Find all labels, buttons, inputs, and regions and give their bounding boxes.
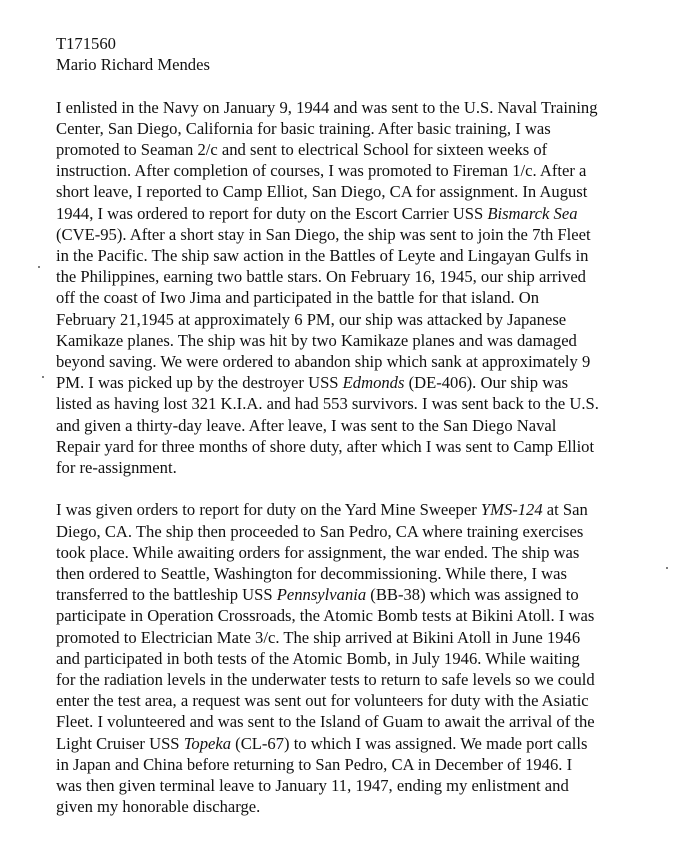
text-segment: and participated in both tests of the Atomic Bomb, in July 1946. While waiting (56, 648, 580, 668)
italic-ship-name: Bismarck Sea (487, 203, 578, 223)
author-name: Mario Richard Mendes (56, 55, 210, 75)
text-line (56, 669, 666, 690)
paragraph (56, 499, 666, 817)
italic-ship-name: Topeka (183, 733, 232, 753)
document-id: T171560 (56, 34, 116, 53)
text-segment: was then given terminal leave to January 11, 1947, ending my enlistment and (56, 776, 569, 796)
paragraph (56, 97, 666, 479)
text-line (56, 796, 666, 817)
text-segment: the Philippines, earning two battle stars. On February 16, 1945, our ship arrived (56, 267, 586, 287)
text-line (56, 118, 666, 139)
text-line (56, 97, 666, 118)
text-segment: (DE-406). Our ship was (404, 373, 569, 393)
scan-speck (38, 266, 40, 268)
italic-ship-name: Pennsylvania (276, 585, 367, 605)
text-line (56, 436, 666, 457)
text-line (56, 309, 666, 330)
text-segment: Light Cruiser USS (56, 733, 184, 753)
text-segment: (BB-38) which was assigned to (366, 585, 579, 605)
text-line (56, 457, 666, 478)
text-segment: off the coast of Iwo Jima and participated in the battle for that island. On (56, 288, 540, 308)
text-line (56, 181, 666, 202)
text-line (56, 733, 666, 754)
document-page (56, 33, 666, 817)
text-segment: participate in Operation Crossroads, the Atomic Bomb tests at Bikini Atoll. I was (56, 606, 595, 626)
text-segment: I enlisted in the Navy on January 9, 1944 and was sent to the U.S. Naval Training (56, 97, 598, 117)
text-segment: promoted to Seaman 2/c and sent to electrical School for sixteen weeks of (56, 140, 548, 159)
text-segment: short leave, I reported to Camp Elliot, San Diego, CA for assignment. In August (56, 182, 588, 202)
text-segment: I was given orders to report for duty on the Yard Mine Sweeper (56, 500, 481, 520)
text-segment: February 21,1945 at approximately 6 PM, our ship was attacked by Japanese (56, 309, 567, 329)
text-segment: transferred to the battleship USS (56, 585, 277, 605)
text-segment: (CVE-95). After a short stay in San Diego, the ship was sent to join the 7th Fleet (56, 224, 591, 244)
text-line (56, 245, 666, 266)
text-segment: Repair yard for three months of shore duty, after which I was sent to Camp Elliot (56, 436, 595, 456)
text-segment: 1944, I was ordered to report for duty on the Escort Carrier USS (56, 203, 488, 223)
text-line (56, 711, 666, 732)
text-segment: Diego, CA. The ship then proceeded to San Pedro, CA where training exercises (56, 521, 584, 541)
text-segment: (CL-67) to which I was assigned. We made port calls (231, 733, 588, 753)
scan-speck (42, 376, 44, 378)
text-segment: beyond saving. We were ordered to abandon ship which sank at approximately 9 (56, 352, 591, 372)
text-segment: took place. While awaiting orders for assignment, the war ended. The ship was (56, 542, 580, 562)
text-segment: and given a thirty-day leave. After leave, I was sent to the San Diego Naval (56, 415, 557, 435)
text-line (56, 160, 666, 181)
text-line (56, 648, 666, 669)
text-line (56, 224, 666, 245)
text-line (56, 139, 666, 160)
italic-ship-name: Edmonds (342, 373, 405, 393)
text-line (56, 542, 666, 563)
text-line (56, 627, 666, 648)
text-segment: Fleet. I volunteered and was sent to the Island of Guam to await the arrival of the (56, 712, 595, 732)
text-segment: Center, San Diego, California for basic training. After basic training, I was (56, 118, 551, 138)
text-line (56, 563, 666, 584)
text-line (56, 393, 666, 414)
text-line (56, 203, 666, 224)
text-segment: for re-assignment. (56, 458, 177, 478)
text-line (56, 415, 666, 436)
text-line (56, 287, 666, 308)
text-line (56, 690, 666, 711)
text-segment: given my honorable discharge. (56, 797, 261, 817)
text-line (56, 499, 666, 520)
text-line (56, 330, 666, 351)
italic-ship-name: YMS-124 (480, 500, 543, 520)
text-line (56, 775, 666, 796)
text-line (56, 584, 666, 605)
text-line (56, 754, 666, 775)
text-segment: in the Pacific. The ship saw action in the Battles of Leyte and Lingayan Gulfs in (56, 246, 589, 266)
text-segment: then ordered to Seattle, Washington for decommissioning. While there, I was (56, 564, 567, 584)
text-segment: instruction. After completion of courses, I was promoted to Fireman 1/c. After a (56, 161, 587, 181)
text-line (56, 521, 666, 542)
text-line (56, 266, 666, 287)
text-segment: Kamikaze planes. The ship was hit by two Kamikaze planes and was damaged (56, 330, 577, 350)
text-segment: listed as having lost 321 K.I.A. and had 553 survivors. I was sent back to the U.S. (56, 394, 599, 414)
scan-speck (666, 567, 668, 569)
text-segment: enter the test area, a request was sent out for volunteers for duty with the Asiatic (56, 691, 589, 711)
text-segment: PM. I was picked up by the destroyer USS (56, 373, 343, 393)
text-segment: in Japan and China before returning to San Pedro, CA in December of 1946. I (56, 754, 573, 774)
text-line (56, 605, 666, 626)
text-segment: for the radiation levels in the underwater tests to return to safe levels so we could (56, 670, 595, 690)
text-segment: promoted to Electrician Mate 3/c. The ship arrived at Bikini Atoll in June 1946 (56, 627, 581, 647)
text-line (56, 372, 666, 393)
document-body (56, 97, 666, 818)
text-segment: at San (542, 500, 588, 520)
text-line (56, 351, 666, 372)
